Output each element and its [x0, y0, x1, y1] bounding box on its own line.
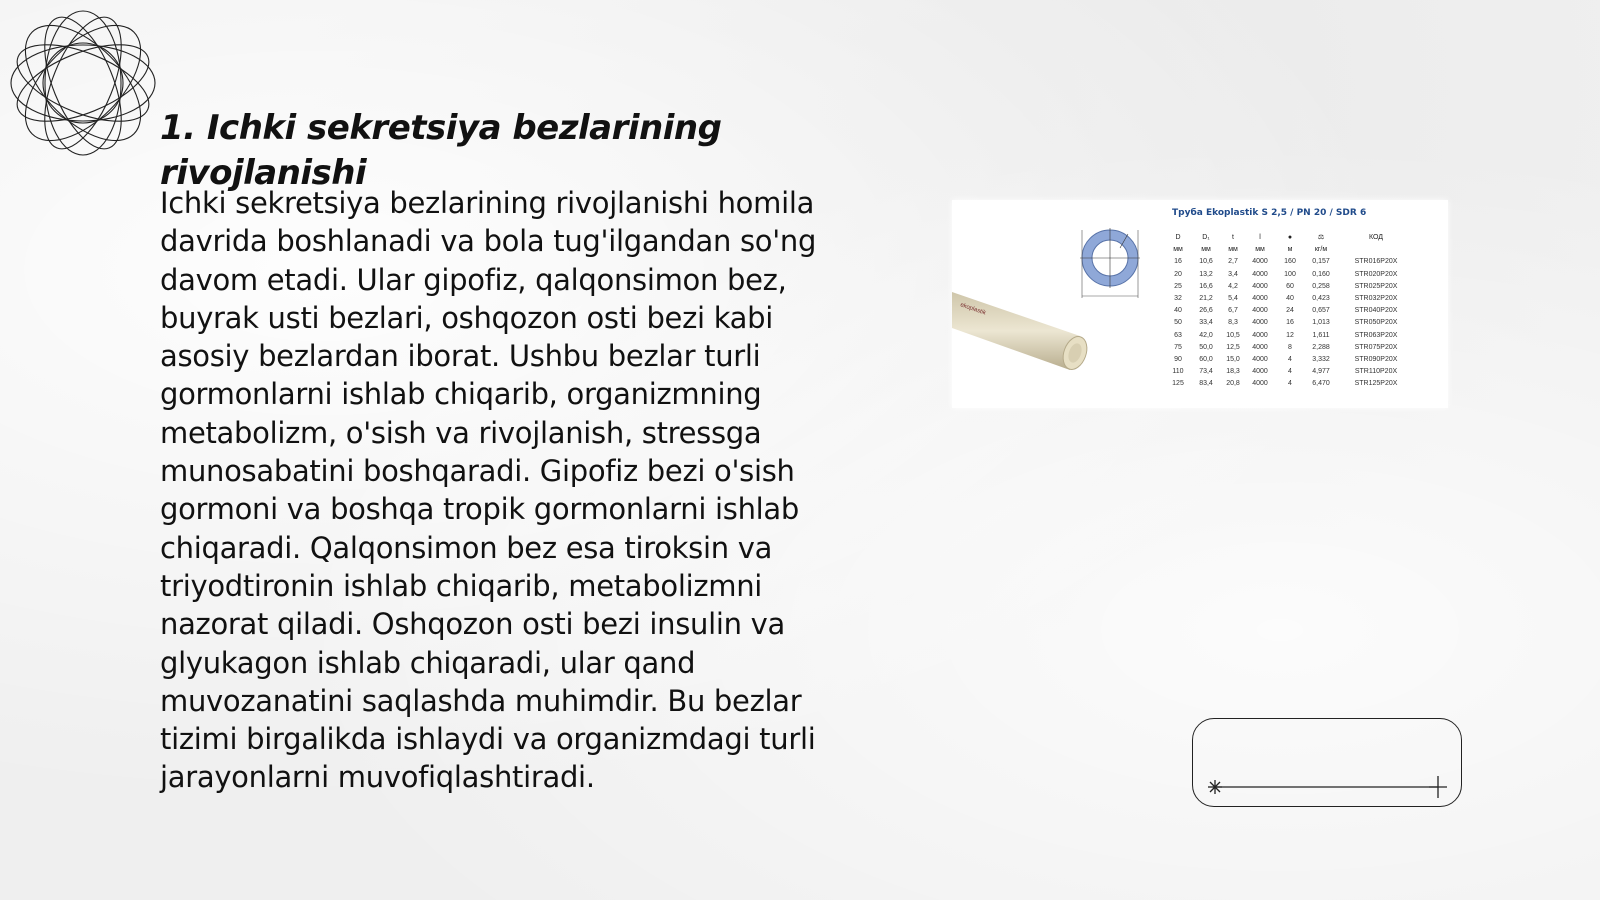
spec-table-cell: 110	[1172, 368, 1184, 376]
spec-table	[1164, 232, 1416, 391]
pipe-brand-label: ekoplastik	[959, 302, 987, 317]
spec-table-cell: 3,4	[1228, 270, 1238, 278]
spec-table-row	[1164, 293, 1416, 305]
spec-table-row	[1164, 269, 1416, 281]
circle-ornament-icon	[8, 8, 158, 158]
spec-table-cell: STR040P20X	[1354, 307, 1398, 315]
spec-table-cell: 10,6	[1199, 258, 1213, 266]
spec-table-row	[1164, 281, 1416, 293]
spec-table-cell: STR090P20X	[1354, 356, 1398, 364]
spec-table-cell: 16	[1174, 258, 1182, 266]
spec-table-cell: STR125P20X	[1354, 380, 1398, 388]
spec-table-cell: 13,2	[1199, 270, 1213, 278]
spec-unit: м	[1287, 246, 1293, 254]
spec-table-cell: 4000	[1252, 258, 1268, 266]
spec-table-cell: 40	[1286, 295, 1294, 303]
spec-table-cell: 75	[1174, 343, 1182, 351]
spec-table-body	[1164, 256, 1416, 390]
spec-table-row	[1164, 305, 1416, 317]
spec-table-cell: 4000	[1252, 319, 1268, 327]
spec-table-cell: 26,6	[1199, 307, 1213, 315]
spec-table-cell: 1,611	[1312, 331, 1330, 339]
spec-header: ●	[1287, 234, 1293, 241]
spec-table-cell: 4000	[1252, 380, 1268, 388]
spec-header: t	[1232, 234, 1234, 241]
slide-body-text: Ichki sekretsiya bezlarining rivojlanishi homila davrida boshlanadi va bola tug'ilgandan so'ng davom etadi. Ular gipofiz, qalqonsimon bez, buyrak usti bezlari, oshqozon osti bezi kabi asosiy bezlardan iborat. Ushbu bezlar turli gormonlarni ishlab chiqarib, organizmning metabolizm, o'sish va rivojlanish, stressga munosabatini boshqaradi. Gipofiz bezi o'sish gormoni va boshqa tropik gormonlarni ishlab chiqaradi. Qalqonsimon bez esa tiroksin va triyodtironin ishlab chiqarib, metabolizmni nazorat qiladi. Oshqozon osti bezi insulin va glyukagon ishlab chiqaradi, ular qand muvozanatini saqlashda muhimdir. Bu bezlar tizimi birgalikda ishlaydi va organizmdagi turli jarayonlarni muvofiqlashtiradi.	[160, 186, 817, 795]
spec-table-cell: STR025P20X	[1354, 282, 1398, 290]
pipe-cross-section-icon	[1080, 226, 1146, 310]
spec-table-cell: 4000	[1252, 368, 1268, 376]
spec-table-cell: 90	[1174, 356, 1182, 364]
spec-table-cell: 4000	[1252, 282, 1268, 290]
spec-unit	[1336, 244, 1416, 256]
spec-table-cell: 4,2	[1228, 282, 1238, 290]
spec-table-cell: 20	[1174, 270, 1182, 278]
starburst-icon	[1208, 780, 1222, 794]
spec-table-cell: 16	[1286, 319, 1294, 327]
spec-unit: мм	[1228, 246, 1238, 254]
spec-table-cell: 12,5	[1226, 343, 1240, 351]
spec-units-row	[1164, 244, 1416, 256]
spec-table-cell: 4	[1288, 356, 1292, 364]
spec-table-cell: 60	[1286, 282, 1294, 290]
spec-table-cell: 83,4	[1199, 380, 1213, 388]
spec-table-cell: 6,7	[1228, 307, 1238, 315]
spec-table-cell: 4000	[1252, 295, 1268, 303]
spec-table-cell: 0,423	[1312, 295, 1330, 303]
spec-table-row	[1164, 354, 1416, 366]
spec-table-cell: 4000	[1252, 307, 1268, 315]
spec-table-cell: STR075P20X	[1354, 343, 1398, 351]
spec-table-cell: STR110P20X	[1354, 368, 1398, 376]
spec-table-row	[1164, 366, 1416, 378]
spec-unit: мм	[1255, 246, 1265, 254]
spec-unit: мм	[1173, 246, 1183, 254]
spec-table-cell: 15,0	[1226, 356, 1240, 364]
spec-table-cell: 5,4	[1228, 295, 1238, 303]
spec-header: D₁	[1202, 234, 1210, 241]
spec-table-cell: 4000	[1252, 356, 1268, 364]
decorative-card	[1192, 718, 1462, 807]
spec-table-cell: 63	[1174, 331, 1182, 339]
spec-header: l	[1259, 234, 1261, 241]
spec-table-cell: 125	[1172, 380, 1184, 388]
spec-table-cell: 0,160	[1312, 270, 1330, 278]
spec-table-cell: 8	[1288, 343, 1292, 351]
spec-table-cell: 73,4	[1199, 368, 1213, 376]
spec-unit: кг/м	[1314, 246, 1328, 254]
spec-table-cell: 3,332	[1312, 356, 1330, 364]
spec-table-cell: STR020P20X	[1354, 270, 1398, 278]
spec-table-cell: 21,2	[1199, 295, 1213, 303]
spec-caption: Труба Ekoplastik S 2,5 / PN 20 / SDR 6	[1172, 208, 1367, 218]
spec-table-row	[1164, 330, 1416, 342]
spec-table-cell: 4	[1288, 380, 1292, 388]
spec-header: ⚖	[1317, 234, 1325, 241]
line-ornament	[1193, 719, 1463, 808]
spec-table-cell: 4000	[1252, 343, 1268, 351]
spec-table-cell: 0,657	[1312, 307, 1330, 315]
spec-table-row	[1164, 378, 1416, 390]
spec-table-cell: STR016P20X	[1354, 258, 1398, 266]
spec-table-cell: 2,7	[1228, 258, 1238, 266]
spec-table-cell: 40	[1174, 307, 1182, 315]
spec-table-cell: 160	[1284, 258, 1296, 266]
spec-table-cell: 32	[1174, 295, 1182, 303]
spec-table-cell: 0,157	[1312, 258, 1330, 266]
spec-table-cell: 42,0	[1199, 331, 1213, 339]
spec-table-cell: 20,8	[1226, 380, 1240, 388]
pipe-spec-image	[952, 200, 1448, 408]
spec-table-cell: 24	[1286, 307, 1294, 315]
spec-table-cell: 100	[1284, 270, 1296, 278]
spec-table-cell: 6,470	[1312, 380, 1330, 388]
spec-table-cell: 50,0	[1199, 343, 1213, 351]
spec-table-cell: 50	[1174, 319, 1182, 327]
spec-table-row	[1164, 256, 1416, 268]
spec-table-cell: 60,0	[1199, 356, 1213, 364]
spec-table-row	[1164, 317, 1416, 329]
spec-header-row	[1164, 232, 1416, 244]
spec-table-cell: 8,3	[1228, 319, 1238, 327]
spec-table-cell: 4000	[1252, 331, 1268, 339]
spec-table-cell: 1,013	[1312, 319, 1330, 327]
spec-table-cell: STR032P20X	[1354, 295, 1398, 303]
spec-table-cell: 12	[1286, 331, 1294, 339]
spec-table-cell: STR063P20X	[1354, 331, 1398, 339]
spec-table-cell: 18,3	[1226, 368, 1240, 376]
spec-table-row	[1164, 342, 1416, 354]
spec-unit: мм	[1201, 246, 1211, 254]
slide-title: 1. Ichki sekretsiya bezlarining rivojlanishi	[160, 108, 722, 193]
spec-table-cell: 10,5	[1226, 331, 1240, 339]
spec-table-cell: 33,4	[1199, 319, 1213, 327]
spec-table-cell: STR050P20X	[1354, 319, 1398, 327]
spec-table-cell: 4000	[1252, 270, 1268, 278]
spec-table-cell: 4	[1288, 368, 1292, 376]
spec-table-cell: 2,288	[1312, 343, 1330, 351]
spec-table-cell: 4,977	[1312, 368, 1330, 376]
cross-star-icon	[1429, 776, 1447, 798]
spec-table-cell: 0,258	[1312, 282, 1330, 290]
spec-header: D	[1175, 234, 1181, 241]
spec-header: КОД	[1368, 234, 1384, 241]
spec-table-cell: 25	[1174, 282, 1182, 290]
spec-table-cell: 16,6	[1199, 282, 1213, 290]
